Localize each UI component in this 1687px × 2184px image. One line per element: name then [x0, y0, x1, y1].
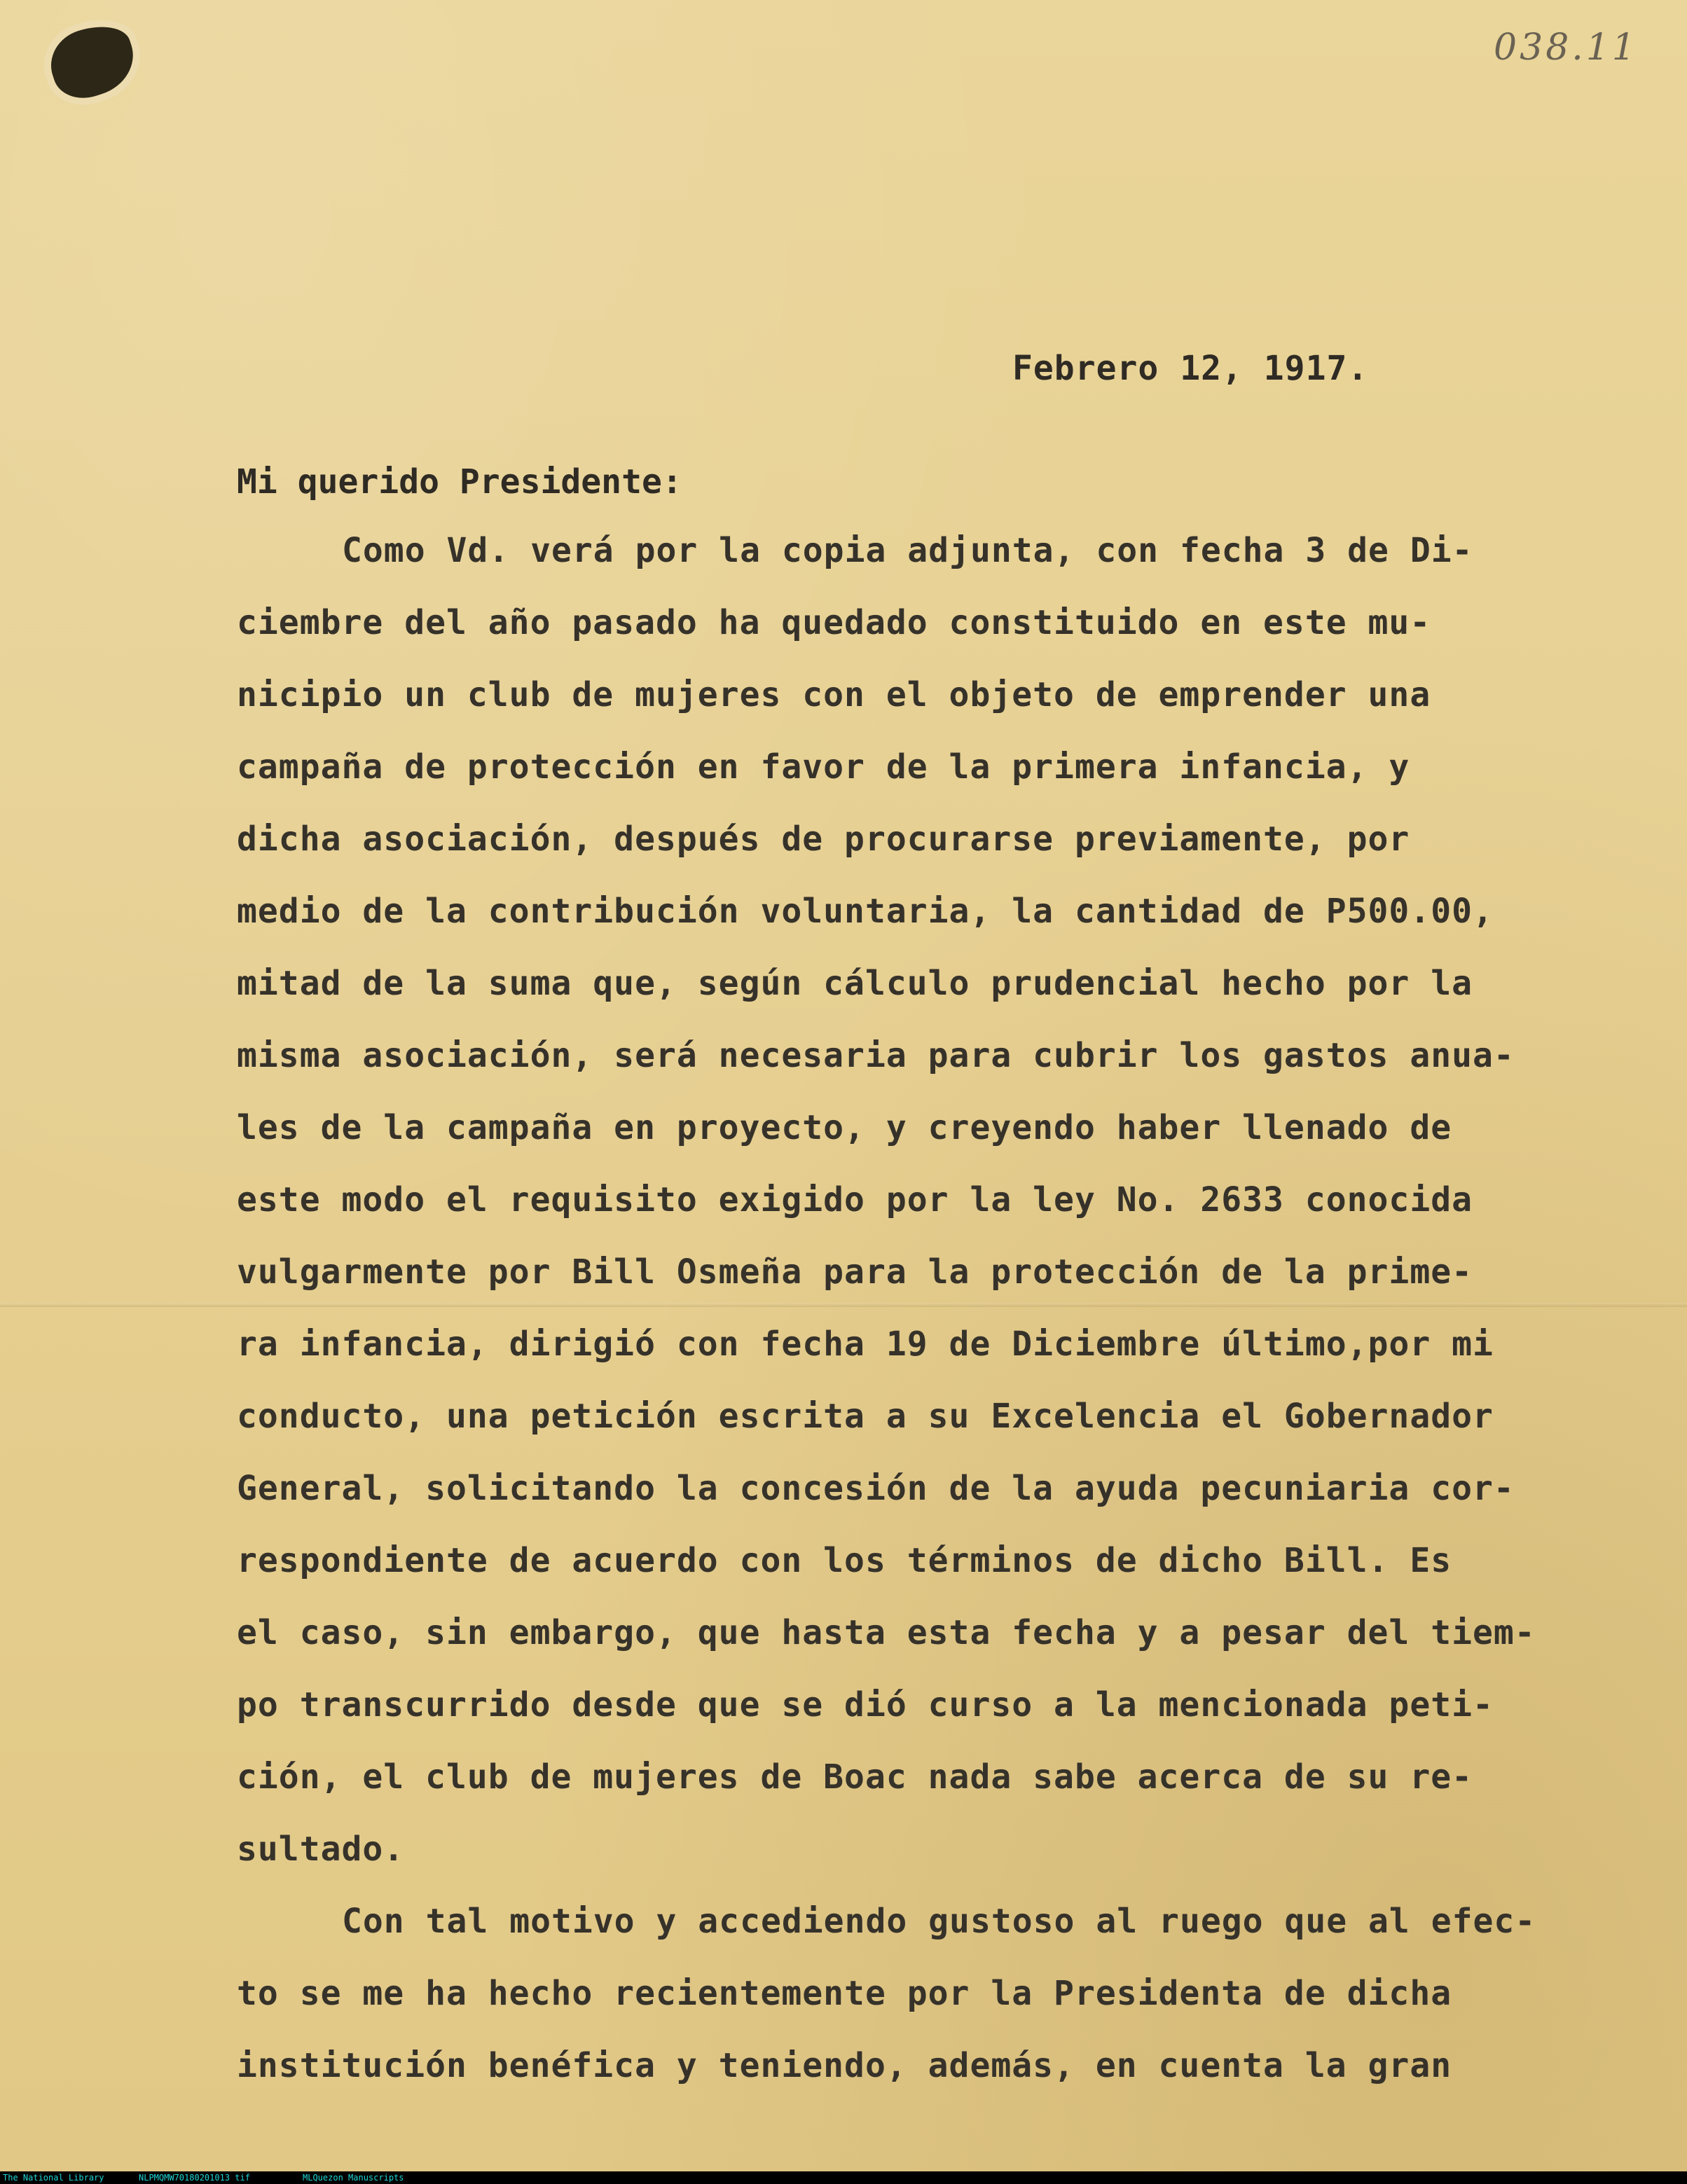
body-line: Con tal motivo y accediendo gustoso al ruego que al efec-	[342, 1902, 1536, 1941]
body-line: mitad de la suma que, según cálculo prudencial hecho por la	[237, 964, 1473, 1003]
body-line: Como Vd. verá por la copia adjunta, con fecha 3 de Di-	[342, 531, 1473, 570]
body-line: ción, el club de mujeres de Boac nada sabe acerca de su re-	[237, 1757, 1473, 1797]
footer-file: NLPMQMW70180201013 tif	[139, 2173, 250, 2183]
body-line: po transcurrido desde que se dió curso a la mencionada peti-	[237, 1685, 1494, 1725]
footer-collection: MLQuezon Manuscripts	[303, 2173, 404, 2183]
body-line: nicipio un club de mujeres con el objeto de emprender una	[237, 675, 1431, 714]
body-line: dicha asociación, después de procurarse previamente, por	[237, 820, 1410, 859]
body-line: les de la campaña en proyecto, y creyendo haber llenado de	[237, 1108, 1452, 1147]
handwritten-reference-number: 038.11	[1494, 27, 1638, 69]
body-line: ra infancia, dirigió con fecha 19 de Diciembre último,por mi	[237, 1325, 1494, 1364]
body-line: vulgarmente por Bill Osmeña para la protección de la prime-	[237, 1252, 1473, 1292]
body-line: General, solicitando la concesión de la ayuda pecuniaria cor-	[237, 1469, 1515, 1508]
letter-salutation: Mi querido Presidente:	[237, 462, 682, 502]
body-line: medio de la contribución voluntaria, la cantidad de P500.00,	[237, 892, 1494, 931]
body-line: respondiente de acuerdo con los términos de dicho Bill. Es	[237, 1541, 1452, 1580]
letter-body	[237, 528, 1568, 2115]
footer-library: The National Library	[3, 2173, 104, 2183]
scan-footer	[0, 2171, 1687, 2184]
body-line: el caso, sin embargo, que hasta esta fecha y a pesar del tiem-	[237, 1613, 1536, 1652]
letter-date: Febrero 12, 1917.	[1012, 349, 1369, 388]
body-line: ciembre del año pasado ha quedado constituido en este mu-	[237, 603, 1431, 642]
body-line: conducto, una petición escrita a su Excelencia el Gobernador	[237, 1397, 1494, 1436]
body-line: misma asociación, será necesaria para cubrir los gastos anua-	[237, 1036, 1515, 1075]
body-line: campaña de protección en favor de la primera infancia, y	[237, 747, 1410, 787]
body-line: sultado.	[237, 1830, 405, 1869]
body-line: este modo el requisito exigido por la ley No. 2633 conocida	[237, 1180, 1473, 1219]
paper-damage-hole	[42, 17, 143, 106]
body-line: to se me ha hecho recientemente por la Presidenta de dicha	[237, 1974, 1452, 2013]
body-line: institución benéfica y teniendo, además, en cuenta la gran	[237, 2046, 1452, 2085]
